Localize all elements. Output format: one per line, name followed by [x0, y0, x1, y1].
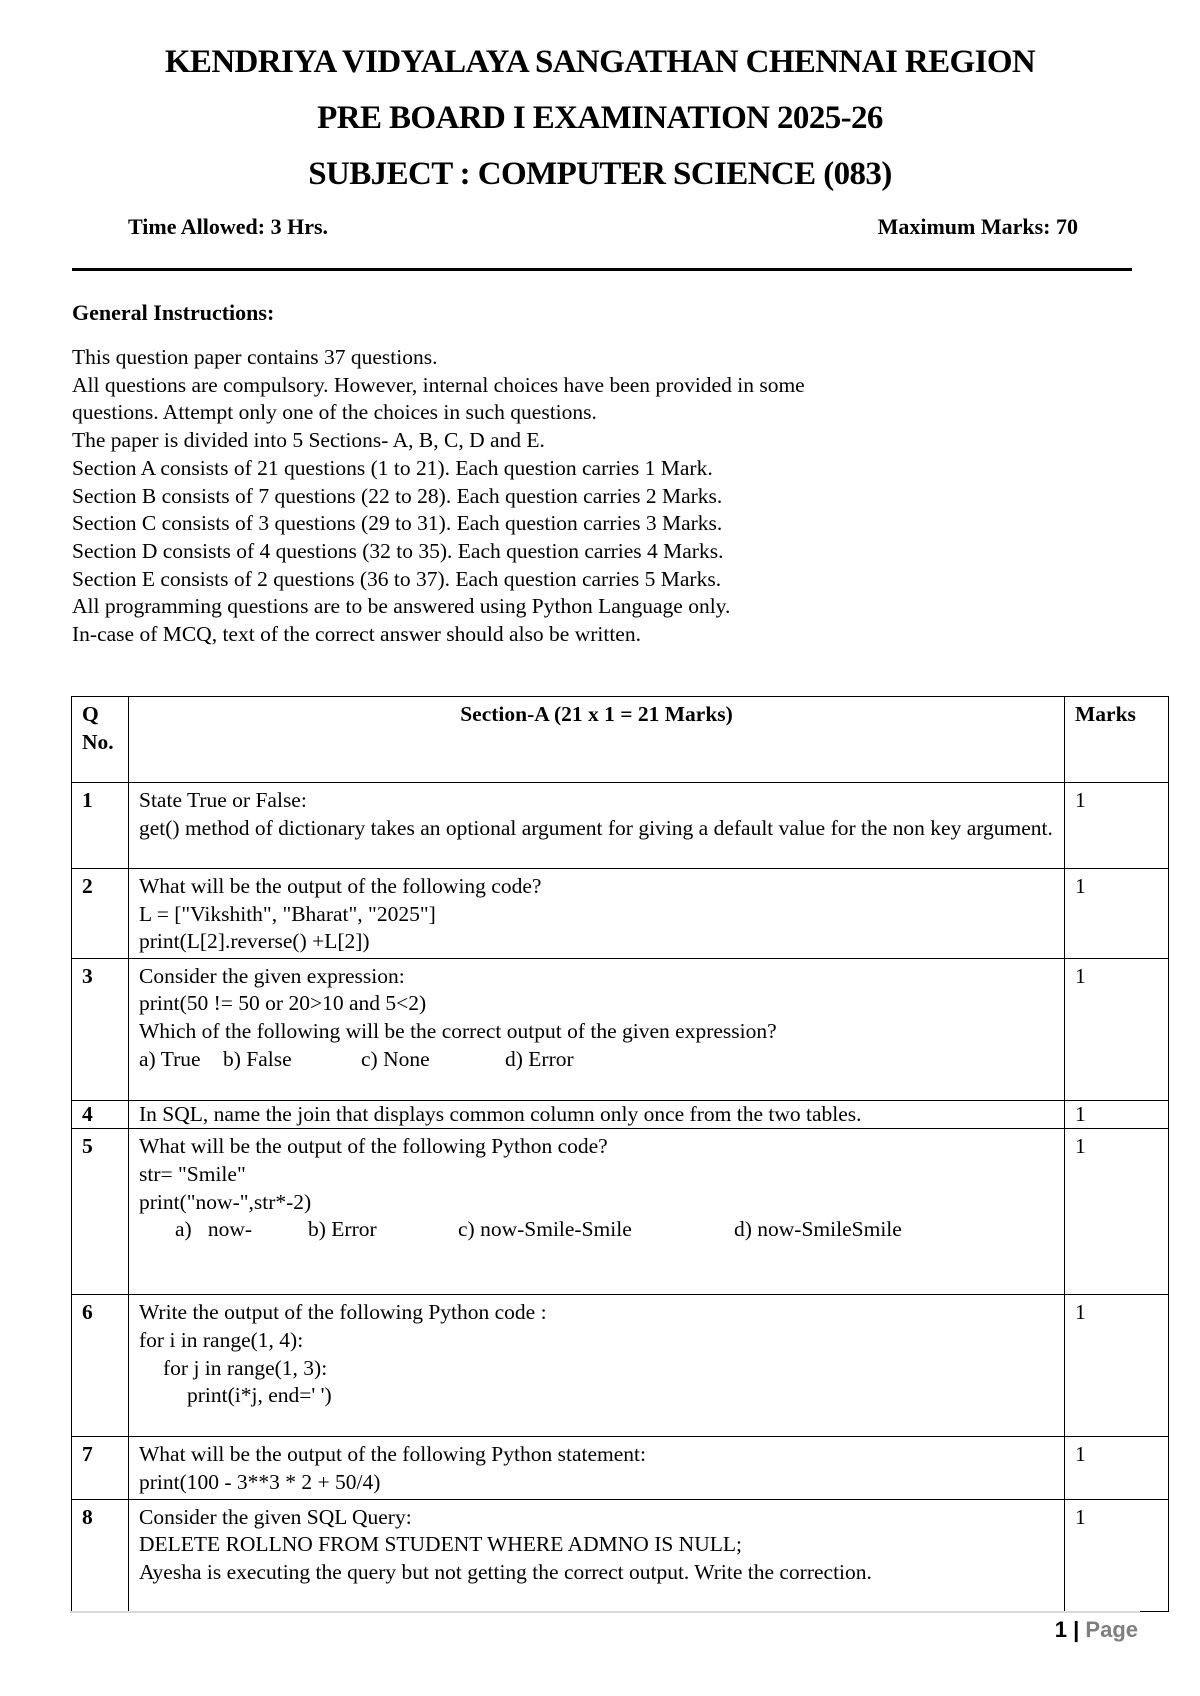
page-number: 1: [1054, 1617, 1068, 1642]
question-line: for j in range(1, 3):: [163, 1355, 328, 1380]
question-text: [129, 869, 1065, 959]
question-line: print(50 != 50 or 20>10 and 5<2): [139, 991, 427, 1016]
question-line: In SQL, name the join that displays common column only once from the two tables.: [139, 1101, 862, 1126]
question-number: 6: [72, 1295, 129, 1437]
table-row: [72, 1100, 1169, 1129]
question-text: [129, 1437, 1065, 1499]
question-number: 5: [72, 1129, 129, 1295]
table-row: [72, 783, 1169, 869]
time-allowed: Time Allowed: 3 Hrs.: [128, 214, 329, 239]
question-line: What will be the output of the following code?: [139, 874, 542, 898]
question-number: 7: [72, 1437, 129, 1499]
question-line: Which of the following will be the correct output of the given expression?: [139, 1018, 777, 1043]
instruction-line: Section D consists of 4 questions (32 to 35). Each question carries 4 Marks.: [72, 538, 724, 563]
question-line: print("now-",str*-2): [139, 1189, 312, 1214]
question-marks: 1: [1065, 1499, 1169, 1611]
question-line: print(i*j, end=' '): [187, 1383, 332, 1408]
option: d) Error: [505, 1046, 574, 1071]
table-row: [72, 869, 1169, 959]
question-text: [129, 783, 1065, 869]
header-exam: PRE BOARD I EXAMINATION 2025-26: [317, 100, 883, 136]
table-row: [72, 1129, 1169, 1295]
question-marks: 1: [1065, 1129, 1169, 1295]
instruction-line: Section A consists of 21 questions (1 to 21). Each question carries 1 Mark.: [72, 455, 713, 480]
question-line: Consider the given SQL Query:: [139, 1504, 412, 1529]
instruction-line: In-case of MCQ, text of the correct answer should also be written.: [72, 622, 641, 647]
option: c) now-Smile-Smile: [458, 1217, 632, 1242]
table-row: [72, 1437, 1169, 1499]
footer-divider: [70, 1611, 1140, 1613]
question-line: DELETE ROLLNO FROM STUDENT WHERE ADMNO IS NULL;: [139, 1532, 742, 1557]
header-org: KENDRIYA VIDYALAYA SANGATHAN CHENNAI REGION: [164, 44, 1036, 80]
question-line: What will be the output of the following Python statement:: [139, 1442, 646, 1467]
question-line: print(L[2].reverse() +L[2]): [139, 929, 370, 954]
question-marks: 1: [1065, 783, 1169, 869]
question-number: 2: [72, 869, 129, 959]
col-section-header: Section-A (21 x 1 = 21 Marks): [129, 697, 1065, 783]
table-row: [72, 1295, 1169, 1437]
instruction-line: Section B consists of 7 questions (22 to 28). Each question carries 2 Marks.: [72, 483, 723, 508]
question-line: State True or False:: [139, 788, 307, 812]
option-list: [139, 1046, 1054, 1074]
instruction-line: All questions are compulsory. However, internal choices have been provided in some: [72, 372, 805, 397]
instruction-line: This question paper contains 37 questions.: [72, 345, 438, 369]
question-line: Write the output of the following Python code :: [139, 1300, 547, 1325]
question-line: print(100 - 3**3 * 2 + 50/4): [139, 1469, 381, 1494]
option: a) True: [139, 1046, 201, 1071]
instruction-line: questions. Attempt only one of the choices in such questions.: [72, 400, 597, 425]
page-footer: [1055, 1617, 1138, 1643]
header-subject: SUBJECT : COMPUTER SCIENCE (083): [308, 156, 892, 192]
option: b) False: [223, 1046, 292, 1071]
question-number: 4: [72, 1100, 129, 1129]
question-number: 8: [72, 1499, 129, 1611]
question-text: [129, 958, 1065, 1100]
question-marks: 1: [1065, 958, 1169, 1100]
option: b) Error: [308, 1217, 377, 1242]
option: a) now-: [175, 1217, 253, 1242]
option: d) now-SmileSmile: [734, 1217, 902, 1242]
instruction-line: The paper is divided into 5 Sections- A, B, C, D and E.: [72, 428, 545, 453]
question-line: Ayesha is executing the query but not getting the correct output. Write the correction.: [139, 1559, 872, 1584]
question-text: [129, 1129, 1065, 1295]
option: c) None: [361, 1046, 430, 1071]
page-label: Page: [1085, 1617, 1138, 1642]
question-marks: 1: [1065, 1437, 1169, 1499]
question-marks: 1: [1065, 1295, 1169, 1437]
table-header-row: [72, 697, 1169, 783]
maximum-marks: Maximum Marks: 70: [877, 214, 1078, 239]
question-line: L = ["Vikshith", "Bharat", "2025"]: [139, 901, 436, 926]
question-text: [129, 1100, 1065, 1129]
question-number: 3: [72, 958, 129, 1100]
col-qno-header: Q No.: [72, 697, 129, 783]
question-line: str= "Smile": [139, 1161, 246, 1186]
question-line: get() method of dictionary takes an optional argument for giving a default value for the non key argument.: [139, 815, 1053, 840]
instructions-list: [72, 344, 1112, 649]
question-line: for i in range(1, 4):: [139, 1327, 304, 1352]
question-table: [71, 696, 1169, 1612]
question-text: [129, 1295, 1065, 1437]
page-separator: |: [1067, 1617, 1086, 1642]
instruction-line: All programming questions are to be answered using Python Language only.: [72, 594, 731, 619]
instruction-line: Section C consists of 3 questions (29 to 31). Each question carries 3 Marks.: [72, 511, 723, 536]
question-marks: 1: [1065, 1100, 1169, 1129]
question-line: What will be the output of the following Python code?: [139, 1134, 608, 1159]
instruction-line: Section E consists of 2 questions (36 to 37). Each question carries 5 Marks.: [72, 566, 722, 591]
table-row: [72, 1499, 1169, 1611]
col-marks-header: Marks: [1065, 697, 1169, 783]
instructions-title: General Instructions:: [72, 300, 275, 325]
header-divider: [72, 268, 1132, 271]
question-line: Consider the given expression:: [139, 963, 405, 988]
question-number: 1: [72, 783, 129, 869]
table-row: [72, 958, 1169, 1100]
question-text: [129, 1499, 1065, 1611]
option-list: [139, 1216, 1054, 1244]
question-marks: 1: [1065, 869, 1169, 959]
